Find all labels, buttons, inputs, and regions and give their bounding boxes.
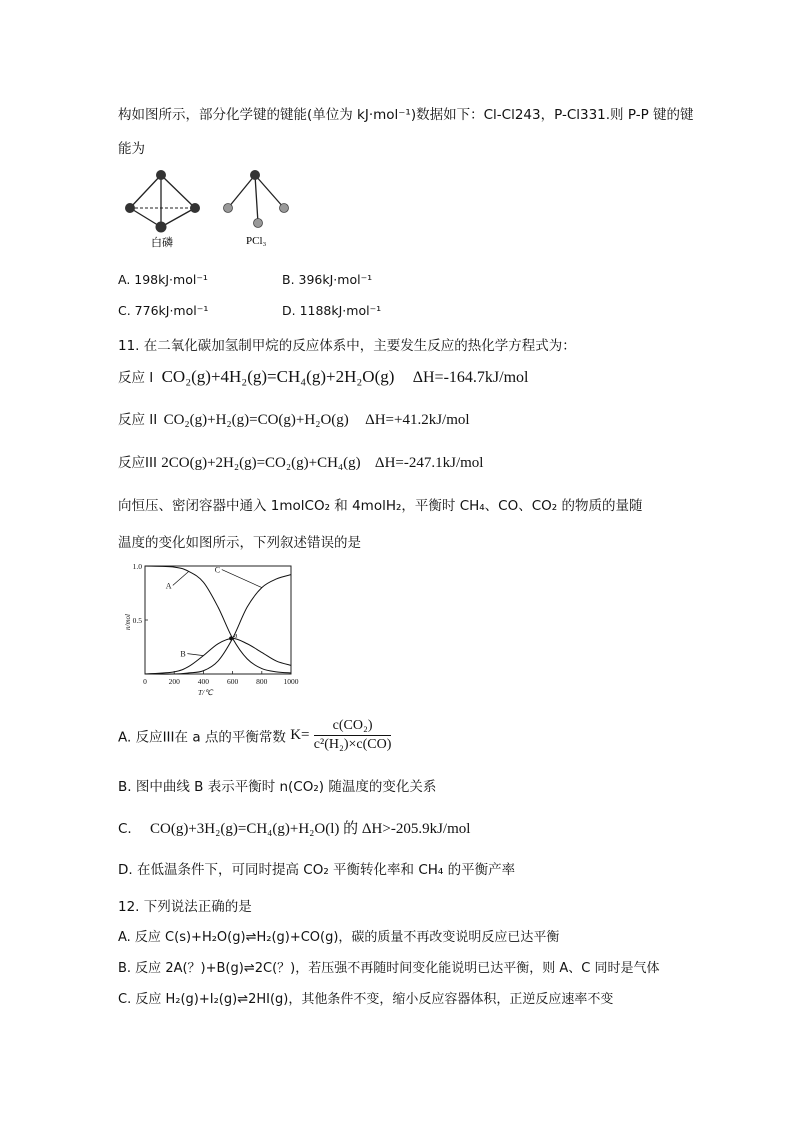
q11-option-a-text: A. 反应III在 a 点的平衡常数 — [118, 729, 286, 746]
series-leader-c — [222, 570, 262, 588]
y-axis-label: n/mol — [124, 614, 132, 630]
q11-description-1: 向恒压、密闭容器中通入 1molCO₂ 和 4molH₂，平衡时 CH₄、CO、CO₂ 的物质的量随 — [118, 498, 643, 514]
q11-option-a-k: K= — [290, 727, 310, 743]
pcl3-structure — [224, 170, 289, 247]
option-b: B. 396kJ·mol⁻¹ — [282, 272, 373, 287]
q11-option-c — [118, 817, 470, 838]
equilibrium-constant-fraction — [314, 718, 392, 753]
x-tick-label: 200 — [168, 677, 180, 686]
x-tick-label: 400 — [197, 677, 210, 686]
reaction-3 — [118, 451, 483, 472]
series-label-a: A — [165, 581, 172, 591]
reaction-3-label: 反应III — [118, 455, 157, 471]
equilibrium-chart — [118, 558, 308, 698]
reaction-2-enthalpy: ΔH=+41.2kJ/mol — [365, 412, 470, 428]
reaction-1-equation: CO₂(g)+4H₂(g)=CH₄(g)+2H₂O(g) — [161, 367, 395, 386]
series-leader-b — [187, 654, 203, 656]
q11-stem: 11. 在二氧化碳加氢制甲烷的反应体系中，主要发生反应的热化学方程式为： — [118, 338, 576, 354]
q11-description-2: 温度的变化如图所示，下列叙述错误的是 — [118, 535, 361, 551]
x-tick-label: 0 — [143, 677, 147, 686]
fraction-numerator: c(CO₂) — [314, 718, 392, 736]
option-a: A. 198kJ·mol⁻¹ — [118, 272, 208, 287]
reaction-3-equation: 2CO(g)+2H₂(g)=CO₂(g)+CH₄(g) — [161, 455, 361, 471]
reaction-1-enthalpy: ΔH=-164.7kJ/mol — [412, 369, 529, 386]
intro-line-2: 能为 — [118, 141, 145, 157]
series-label-b: B — [180, 649, 186, 659]
q12-option-a: A. 反应 C(s)+H₂O(g)⇌H₂(g)+CO(g)，碳的质量不再改变说明反应已达平衡 — [118, 930, 560, 945]
reaction-1-label: 反应 I — [118, 370, 154, 386]
q11-option-a — [118, 718, 391, 753]
q11-option-c-equation: CO(g)+3H₂(g)=CH₄(g)+H₂O(l) 的 ΔH>-205.9kJ/mol — [150, 821, 471, 837]
q12-option-c: C. 反应 H₂(g)+I₂(g)⇌2HI(g)，其他条件不变，缩小反应容器体积，正逆反应速率不变 — [118, 992, 614, 1007]
white-phosphorus-label: 白磷 — [151, 237, 173, 249]
q12-stem: 12. 下列说法正确的是 — [118, 899, 252, 915]
q12-option-b: B. 反应 2A(？)+B(g)⇌2C(？)，若压强不再随时间变化能说明已达平衡，则 A、C 同时是气体 — [118, 961, 660, 976]
molecule-figure — [118, 165, 308, 250]
white-phosphorus-structure — [125, 170, 200, 249]
q11-option-b: B. 图中曲线 B 表示平衡时 n(CO₂) 随温度的变化关系 — [118, 779, 437, 795]
q11-option-d: D. 在低温条件下，可同时提高 CO₂ 平衡转化率和 CH₄ 的平衡产率 — [118, 862, 516, 878]
x-tick-label: 600 — [226, 677, 239, 686]
series-leader-a — [173, 571, 189, 585]
y-tick-label: 1.0 — [132, 562, 142, 571]
y-tick-label: 0.5 — [132, 616, 142, 625]
intro-line-1: 构如图所示，部分化学键的键能(单位为 kJ·mol⁻¹)数据如下：Cl-Cl243，P-Cl331.则 P-P 键的键 — [118, 107, 694, 123]
option-c: C. 776kJ·mol⁻¹ — [118, 303, 209, 318]
q11-option-c-prefix: C. — [118, 821, 132, 837]
point-a-label: a — [234, 630, 238, 640]
x-tick-label: 800 — [256, 677, 268, 686]
point-a-marker — [229, 636, 233, 640]
x-tick-label: 1000 — [283, 677, 299, 686]
series-label-c: C — [214, 565, 221, 575]
reaction-1 — [118, 366, 528, 387]
x-axis-label: T/℃ — [198, 688, 213, 697]
reaction-2-label: 反应 II — [118, 412, 158, 428]
reaction-3-enthalpy: ΔH=-247.1kJ/mol — [374, 455, 484, 471]
pcl3-label: PCl₃ — [246, 235, 267, 247]
fraction-denominator: c²(H₂)×c(CO) — [313, 737, 392, 752]
reaction-2-equation: CO₂(g)+H₂(g)=CO(g)+H₂O(g) — [163, 412, 349, 428]
series-line-b — [145, 638, 291, 674]
option-d: D. 1188kJ·mol⁻¹ — [282, 303, 382, 318]
reaction-2 — [118, 408, 470, 429]
